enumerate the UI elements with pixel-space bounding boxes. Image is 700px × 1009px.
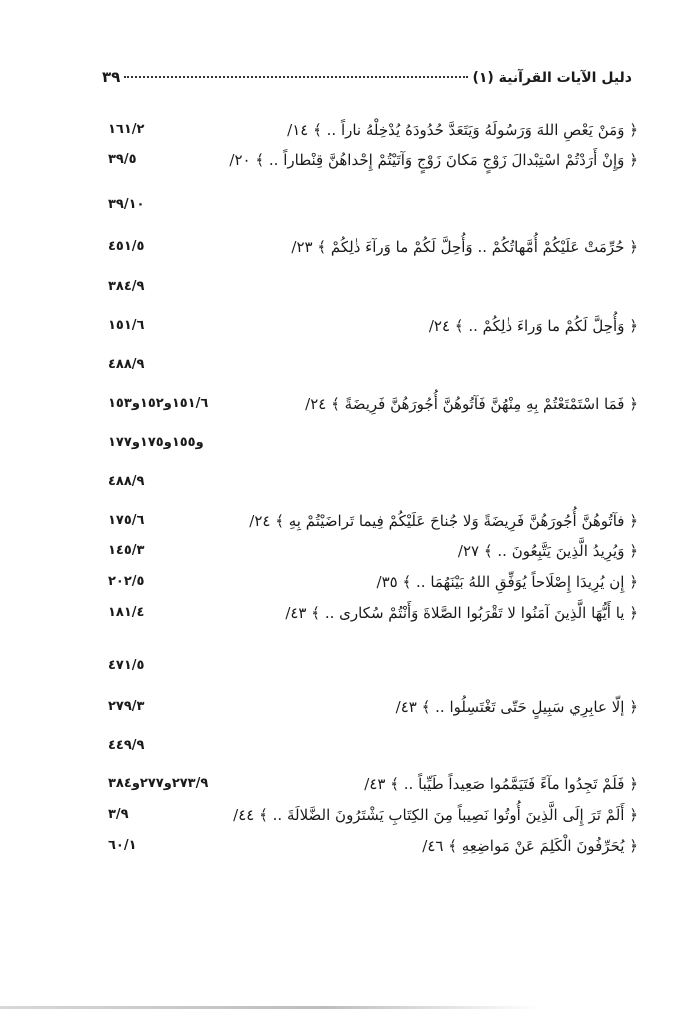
reference: ١٨١/٤ (108, 605, 145, 620)
reference: ١٧٥/٦ (108, 513, 145, 528)
verse-text: ﴿ إلّا عابِرِي سَبِيلٍ حَتّى تَغْتَسِلُوا .. ﴾ ٤٣/ (395, 698, 638, 716)
index-entry (108, 313, 638, 339)
reference: ٤٥١/٥ (108, 239, 145, 254)
reference: ٤٧١/٥ (108, 658, 145, 673)
reference: ١٥١/٦و١٥٢و١٥٣ (108, 396, 209, 411)
reference: ٢٧٩/٣ (108, 699, 145, 714)
reference: ٢٠٢/٥ (108, 574, 145, 589)
index-entry (108, 694, 638, 720)
verse-text: ﴿ أَلَمْ تَرَ إِلَى الَّذِينَ أُوتُوا نَصِيباً مِنَ الكِتَابِ يَشْتَرُونَ الضَّلالَةَ .. ﴾ ٤٤/ (233, 806, 638, 824)
index-entry (108, 508, 638, 534)
index-entry (108, 117, 638, 143)
book-title: دليل الآيات القرآنية (١) (472, 70, 632, 86)
index-entry (108, 234, 638, 260)
reference: ٣٩/٥ (108, 152, 137, 167)
reference: ١٤٥/٣ (108, 543, 145, 558)
page-number: ٣٩ (102, 68, 121, 86)
reference: ٢٧٣/٩و٢٧٧و٣٨٤ (108, 776, 209, 791)
index-entry (108, 833, 638, 859)
verse-text: ﴿ فَمَا اسْتَمْتَعْتُمْ بِهِ مِنْهُنَّ فَآتُوهُنَّ أُجُورَهُنَّ فَرِيضَةً ﴾ ٢٤/ (305, 395, 638, 413)
reference: ٦٠/١ (108, 838, 137, 853)
verse-text: ﴿ حُرِّمَتْ عَلَيْكُمْ أُمَّهاتُكُمْ .. وَأُحِلَّ لَكُمْ ما وَرآءَ ذٰلِكُمْ ﴾ ٢٣/ (291, 238, 638, 256)
verse-text: ﴿ وَأُحِلَّ لَكُمْ ما وَراءَ ذٰلِكُمْ .. ﴾ ٢٤/ (428, 317, 638, 335)
reference: ١٦١/٢ (108, 122, 145, 137)
reference: ٣٨٤/٩ (108, 279, 145, 294)
verse-text: ﴿ فآتُوهُنَّ أُجُورَهُنَّ فَرِيضَةً وَلا جُناحَ عَلَيْكُمْ فِيما تَراضَيْتُمْ بِهِ ﴾ ٢٤/ (249, 512, 638, 530)
reference: ٣٩/١٠ (108, 197, 145, 212)
index-entry (108, 569, 638, 595)
verse-text: ﴿ يا أَيُّهَا الَّذِينَ آمَنُوا لا تَقْرَبُوا الصَّلاةَ وَأَنْتُمْ سُكارى .. ﴾ ٤٣/ (285, 604, 638, 622)
index-entry (108, 430, 638, 456)
verse-text: ﴿ وَمَنْ يَعْصِ اللهَ وَرَسُولَهُ وَيَتَعَدَّ حُدُودَهُ يُدْخِلْهُ ناراً .. ﴾ ١٤/ (287, 121, 638, 139)
index-entry (108, 274, 638, 300)
index-entry (108, 600, 638, 626)
running-header (102, 68, 632, 92)
verse-text: ﴿ فَلَمْ تَجِدُوا مآءً فَتَيَمَّمُوا صَعِيداً طَيِّباً .. ﴾ ٤٣/ (364, 775, 638, 793)
reference: و١٥٥و١٧٥و١٧٧ (108, 435, 204, 450)
index-entry (108, 469, 638, 495)
verse-text: ﴿ يُحَرِّفُونَ الْكَلِمَ عَنْ مَواضِعِهِ ﴾ ٤٦/ (422, 837, 638, 855)
index-entry (108, 653, 638, 679)
index-entry (108, 147, 638, 173)
leader-dots (124, 76, 468, 78)
index-entry (108, 192, 638, 218)
reference: ٣/٩ (108, 807, 129, 822)
index-entry (108, 771, 638, 797)
index-entry (108, 802, 638, 828)
reference: ١٥١/٦ (108, 318, 145, 333)
verse-text: ﴿ وَإِنْ أَرَدْتُمْ اسْتِبْدالَ زَوْجٍ مَكانَ زَوْجٍ وَآتَيْتُمْ إِحْداهُنَّ قِنْطاراً .. ﴾ ٢٠/ (229, 151, 638, 169)
index-entry (108, 352, 638, 378)
index-entry (108, 391, 638, 417)
index-entry (108, 538, 638, 564)
index-entry (108, 733, 638, 759)
verse-text: ﴿ وَيُرِيدُ الَّذِينَ يَتَّبِعُونَ .. ﴾ ٢٧/ (457, 542, 638, 560)
verse-text: ﴿ إِن يُرِيدَا إِصْلَاحاً يُوَفِّقِ اللهُ بَيْنَهُمَا .. ﴾ ٣٥/ (376, 573, 638, 591)
reference: ٤٨٨/٩ (108, 357, 145, 372)
reference: ٤٨٨/٩ (108, 474, 145, 489)
reference: ٤٤٩/٩ (108, 738, 145, 753)
